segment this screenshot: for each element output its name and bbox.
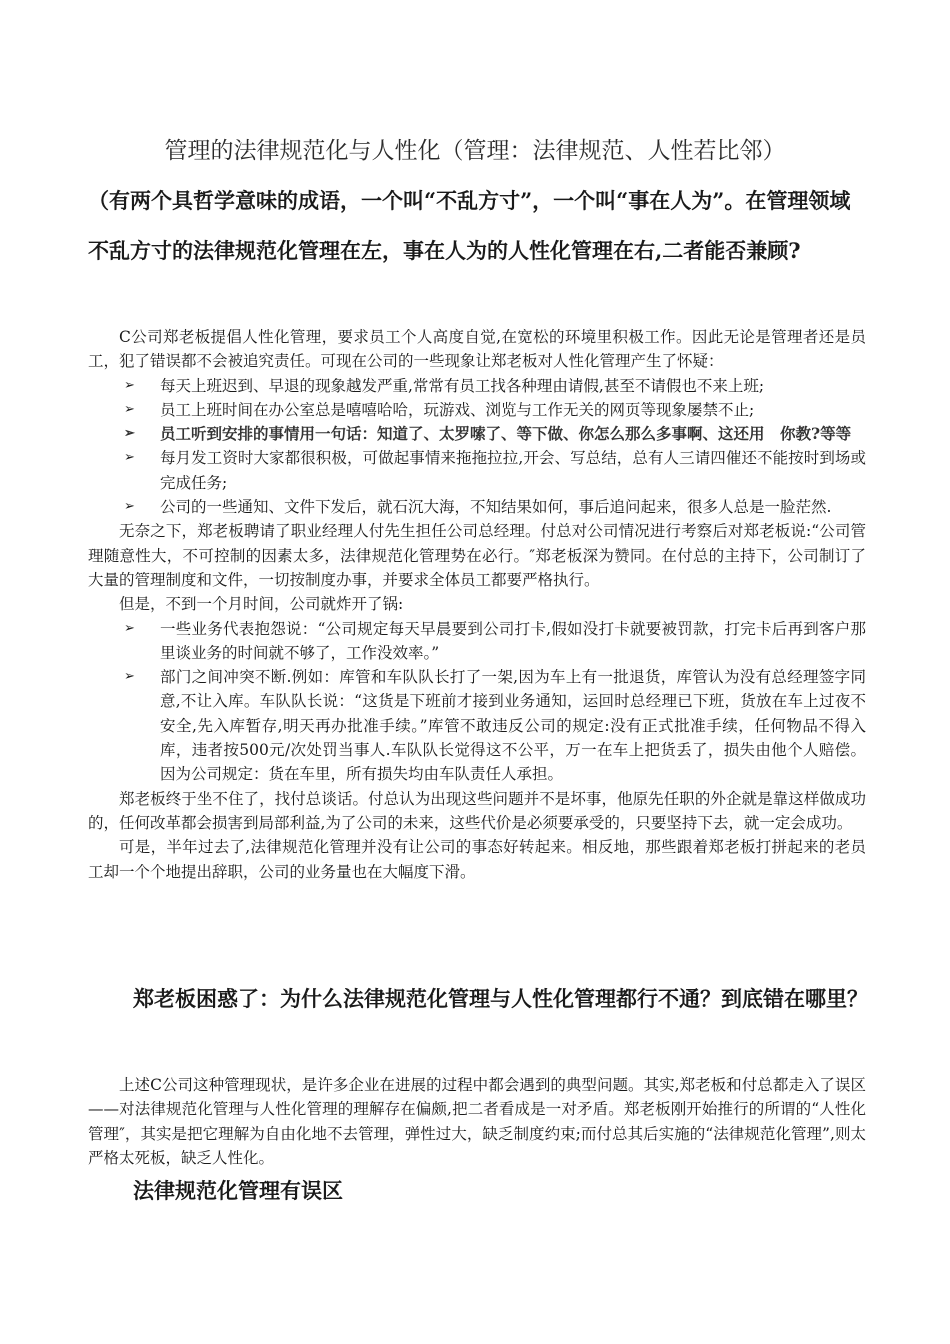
list-item: ➢ 员工上班时间在办公室总是嘻嘻哈哈，玩游戏、浏览与工作无关的网页等现象屡禁不止; — [88, 398, 866, 422]
analysis-section — [88, 1073, 866, 1170]
talk-paragraph: 郑老板终于坐不住了，找付总谈话。付总认为出现这些问题并不是坏事，他原先任职的外企就是靠这样做成功的，任何改革都会损害到局部利益,为了公司的未来，这些代价是必须要承受的，只要坚持下去，就一定会成功。 — [88, 789, 866, 832]
section-heading: 法律规范化管理有误区 — [133, 1178, 343, 1203]
arrow-bullet-icon: ➢ — [124, 620, 135, 636]
arrow-bullet-icon: ➢ — [124, 669, 135, 685]
result-paragraph: 可是，半年过去了,法律规范化管理并没有让公司的事态好转起来。相反地，那些跟着郑老板打拼起来的老员工却一个个地提出辞职，公司的业务量也在大幅度下滑。 — [88, 838, 866, 881]
arrow-bullet-icon: ➢ — [124, 450, 135, 466]
intro-paragraph: （有两个具哲学意味的成语，一个叫“不乱方寸”，一个叫“事在人为”。在管理领域不乱方寸的法律规范化管理在左，事在人为的人性化管理在右,二者能否兼顾? — [88, 188, 851, 263]
arrow-bullet-icon: ➢ — [124, 499, 135, 515]
arrow-bullet-icon: ➢ — [124, 426, 135, 442]
list-item: ➢ 部门之间冲突不断.例如：库管和车队队长打了一架,因为车上有一批退货，库管认为没有总经理签字同意,不让入库。车队队长说：“这货是下班前才接到业务通知，运回时总经理已下班，货放在车上过夜不安全,先入库暂存,明天再办批准手续。”库管不敢违反公司的规定:没有正式批准手续，任何物品不得入库，违者按500元/次处罚当事人.车队队长觉得这不公平，万一在车上把货丢了，损失由他个人赔偿。因为公司规定：货在车里，所有损失均由车队责任人承担。 — [88, 665, 866, 786]
list-item: ➢ 每月发工资时大家都很积极，可做起事情来拖拖拉拉,开会、写总结，总有人三请四催还不能按时到场或完成任务; — [88, 446, 866, 495]
list-item: ➢ 每天上班迟到、早退的现象越发严重,常常有员工找各种理由请假,甚至不请假也不来上班; — [88, 374, 866, 398]
analysis-paragraph: 上述C公司这种管理现状，是许多企业在进展的过程中都会遇到的典型问题。其实,郑老板和付总都走入了误区——对法律规范化管理与人性化管理的理解存在偏颇,把二者看成是一对矛盾。郑老板刚开始推行的所谓的“人性化管理″，其实是把它理解为自由化地不去管理，弹性过大，缺乏制度约束;而付总其后实施的“法律规范化管理”,则太严格太死板，缺乏人性化。 — [88, 1076, 866, 1167]
arrow-bullet-icon: ➢ — [124, 401, 135, 417]
list-item: ➢ 员工听到安排的事情用一句话：知道了、太罗嗦了、等下做、你怎么那么多事啊、这还用 你教?等等 — [88, 422, 866, 446]
question-heading: 郑老板困惑了：为什么法律规范化管理与人性化管理都行不通？到底错在哪里？ — [133, 986, 868, 1011]
document-title: 管理的法律规范化与人性化（管理：法律规范、人性若比邻） — [164, 138, 786, 164]
case-intro-paragraph: C公司郑老板提倡人性化管理，要求员工个人高度自觉,在宽松的环境里积极工作。因此无论是管理者还是员工，犯了错误都不会被追究责任。可现在公司的一些现象让郑老板对人性化管理产生了怀疑： — [88, 328, 866, 371]
trouble-paragraph: 但是，不到一个月时间，公司就炸开了锅: — [119, 595, 404, 614]
case-section — [88, 325, 866, 884]
list-item: ➢ 公司的一些通知、文件下发后，就石沉大海，不知结果如何，事后追问起来，很多人总是一脸茫然. — [88, 495, 866, 519]
manager-hire-paragraph: 无奈之下，郑老板聘请了职业经理人付先生担任公司总经理。付总对公司情况进行考察后对郑老板说:“公司管理随意性大，不可控制的因素太多，法律规范化管理势在必行。″郑老板深为赞同。在付总的主持下，公司制订了大量的管理制度和文件，一切按制度办事，并要求全体员工都要严格执行。 — [88, 522, 866, 589]
arrow-bullet-icon: ➢ — [124, 377, 135, 393]
list-item: ➢ 一些业务代表抱怨说：“公司规定每天早晨要到公司打卡,假如没打卡就要被罚款，打完卡后再到客户那里谈业务的时间就不够了，工作没效率。” — [88, 617, 866, 666]
